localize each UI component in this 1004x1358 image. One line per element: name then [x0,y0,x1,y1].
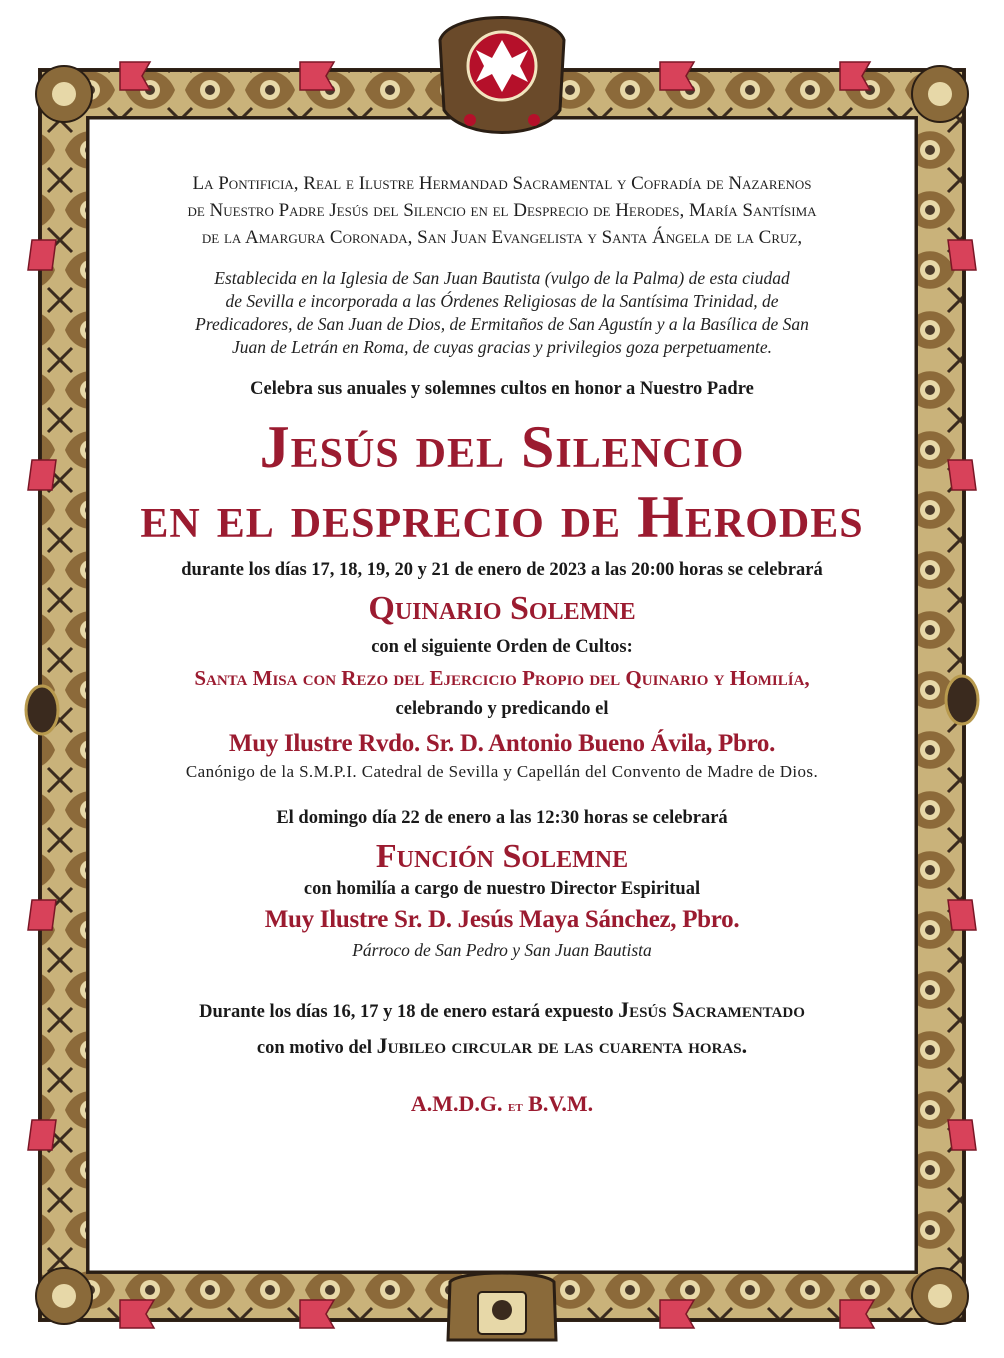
closing-bvm: B.V.M. [528,1091,594,1116]
closing-et: et [507,1098,523,1115]
funcion-date: El domingo día 22 de enero a las 12:30 horas se celebrará [276,808,728,828]
closing-motto [100,1091,904,1117]
preacher-name: Muy Ilustre Rvdo. Sr. D. Antonio Bueno Ávila, Pbro. [228,730,776,757]
maltese-cross-crest-icon [440,18,564,133]
established-line-1: Establecida en la Iglesia de San Juan Bautista (vulgo de la Palma) de esta ciudad [214,268,790,288]
mass-text: Santa Misa con Rezo del Ejercicio Propio del Quinario y Homilía, [194,666,810,690]
jubileo-text [100,993,904,1065]
established-line-2: de Sevilla e incorporada a las Órdenes Religiosas de la Santísima Trinidad, de [225,291,779,311]
header-line-2: de Nuestro Padre Jesús del Silencio en el Desprecio de Herodes, María Santísima [187,200,817,221]
jubileo-line-2-emph: Jubileo circular de las cuarenta horas. [376,1033,748,1058]
order-text: con el siguiente Orden de Cultos: [371,637,633,657]
established-line-4: Juan de Letrán en Roma, de cuyas gracias y privilegios goza perpetuamente. [232,337,772,357]
jubileo-line-2-prefix: con motivo del [256,1038,373,1058]
closing-amdg: A.M.D.G. [410,1091,503,1116]
notice-content [100,170,904,1117]
director-name: Muy Ilustre Sr. D. Jesús Maya Sánchez, Pbro. [264,906,740,933]
preacher-role: Canónigo de la S.M.P.I. Catedral de Sevilla y Capellán del Convento de Madre de Dios. [185,762,819,781]
title-line-2: en el desprecio de Herodes [140,484,864,550]
header-line-3: de la Amargura Coronada, San Juan Evangelista y Santa Ángela de la Cruz, [201,227,803,248]
director-role: Párroco de San Pedro y San Juan Bautista [352,940,652,960]
lead-text: Celebra sus anuales y solemnes cultos en honor a Nuestro Padre [250,379,754,399]
homily-text: con homilía a cargo de nuestro Director Espiritual [303,879,701,899]
title-line-1: Jesús del Silencio [259,414,745,480]
header-line-1: La Pontificia, Real e Ilustre Hermandad Sacramental y Cofradía de Nazarenos [192,173,812,194]
quinario-heading: Quinario Solemne [368,590,636,627]
jubileo-line-1-prefix: Durante los días 16, 17 y 18 de enero estará expuesto [199,1002,614,1022]
brotherhood-name [100,170,904,251]
jubileo-line-1-emph: Jesús Sacramentado [618,997,805,1022]
funcion-heading: Función Solemne [375,838,629,875]
main-title [100,412,904,552]
establishment-text [100,267,904,359]
relief-crest-icon [448,1273,556,1340]
quinario-dates: durante los días 17, 18, 19, 20 y 21 de enero de 2023 a las 20:00 horas se celebrará [181,560,823,580]
preaching-text: celebrando y predicando el [395,699,609,719]
established-line-3: Predicadores, de San Juan de Dios, de Ermitaños de San Agustín y a la Basílica de San [195,314,809,334]
